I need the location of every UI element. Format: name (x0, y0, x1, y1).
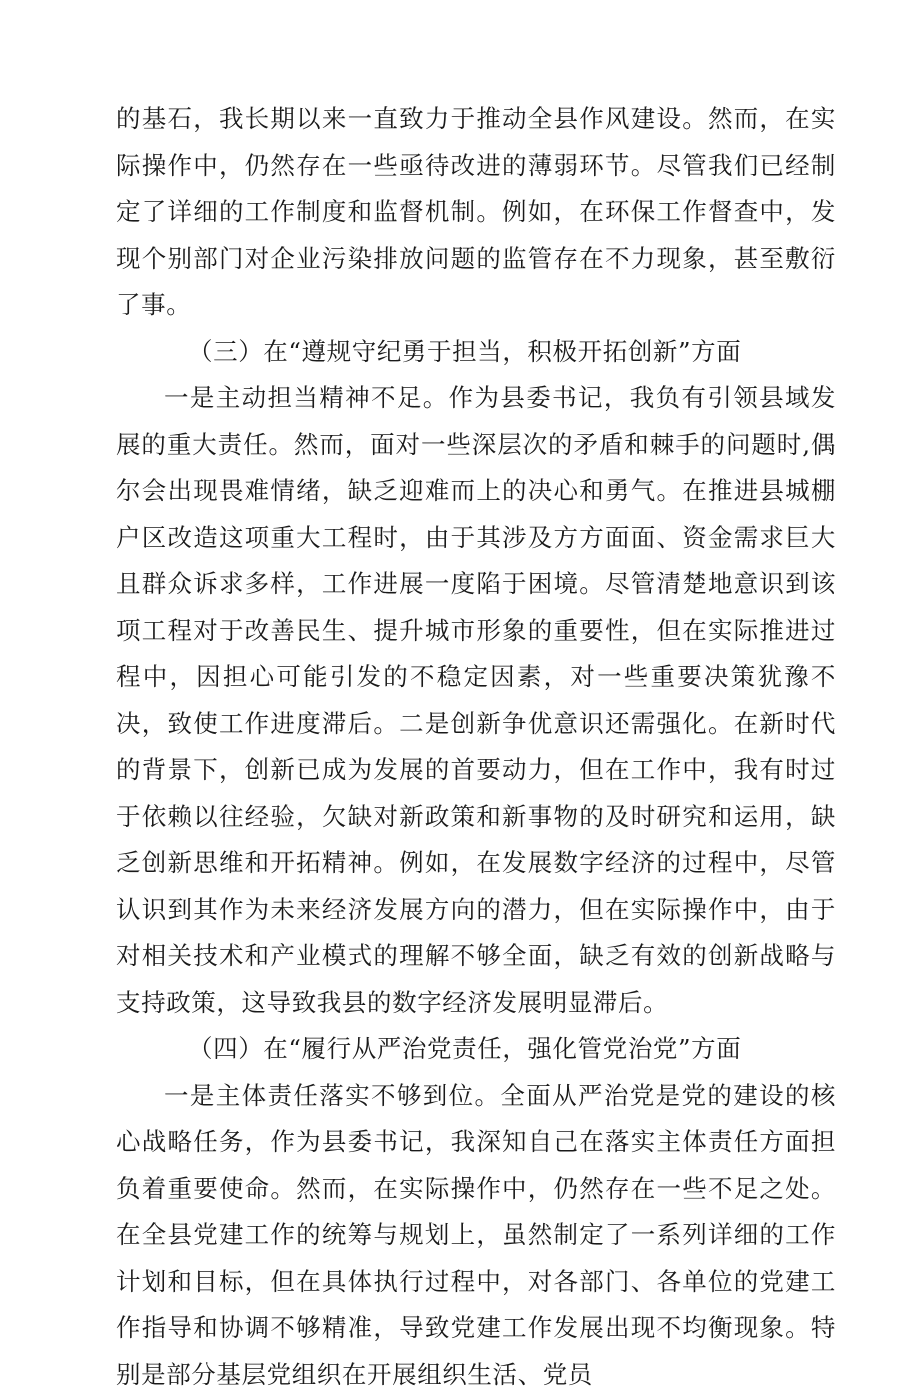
section-heading-3: （三）在“遵规守纪勇于担当，积极开拓创新”方面 (116, 329, 836, 376)
section-heading-4: （四）在“履行从严治党责任，强化管党治党”方面 (116, 1026, 836, 1073)
document-body (116, 96, 836, 1398)
paragraph-party-responsibility: 一是主体责任落实不够到位。全面从严治党是党的建设的核心战略任务，作为县委书记，我深知自己在落实主体责任方面担负着重要使命。然而，在实际操作中，仍然存在一些不足之处。在全县党建工作的统筹与规划上，虽然制定了一系列详细的工作计划和目标，但在具体执行过程中，对各部门、各单位的党建工作指导和协调不够精准，导致党建工作发展出现不均衡现象。特别是部分基层党组织在开展组织生活、党员 (116, 1073, 836, 1398)
paragraph-initiative: 一是主动担当精神不足。作为县委书记，我负有引领县域发展的重大责任。然而，面对一些深层次的矛盾和棘手的问题时,偶尔会出现畏难情绪，缺乏迎难而上的决心和勇气。在推进县城棚户区改造这项重大工程时，由于其涉及方方面面、资金需求巨大且群众诉求多样，工作进展一度陷于困境。尽管清楚地意识到该项工程对于改善民生、提升城市形象的重要性，但在实际推进过程中，因担心可能引发的不稳定因素，对一些重要决策犹豫不决，致使工作进度滞后。二是创新争优意识还需强化。在新时代的背景下，创新已成为发展的首要动力，但在工作中，我有时过于依赖以往经验，欠缺对新政策和新事物的及时研究和运用，缺乏创新思维和开拓精神。例如，在发展数字经济的过程中，尽管认识到其作为未来经济发展方向的潜力，但在实际操作中，由于对相关技术和产业模式的理解不够全面，缺乏有效的创新战略与支持政策，这导致我县的数字经济发展明显滞后。 (116, 375, 836, 1026)
paragraph-continuation: 的基石，我长期以来一直致力于推动全县作风建设。然而，在实际操作中，仍然存在一些亟待改进的薄弱环节。尽管我们已经制定了详细的工作制度和监督机制。例如，在环保工作督查中，发现个别部门对企业污染排放问题的监管存在不力现象，甚至敷衍了事。 (116, 96, 836, 329)
